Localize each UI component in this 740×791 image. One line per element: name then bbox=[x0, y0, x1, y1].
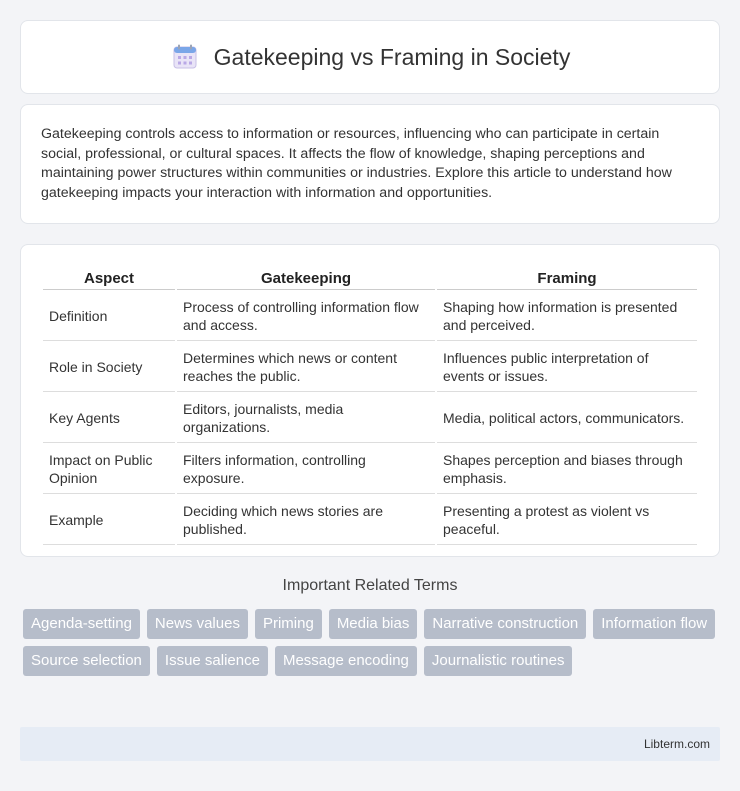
calendar-icon bbox=[170, 42, 200, 72]
related-terms-title: Important Related Terms bbox=[282, 577, 458, 594]
intro-card bbox=[20, 104, 720, 224]
title-wrap bbox=[170, 42, 571, 72]
tag-news-values[interactable]: News values bbox=[147, 609, 248, 639]
page-title: Gatekeeping vs Framing in Society bbox=[213, 43, 571, 70]
cell-gatekeeping: Filters information, controlling exposure. bbox=[177, 445, 435, 494]
cell-framing: Influences public interpretation of events or issues. bbox=[437, 343, 697, 392]
comparison-table bbox=[41, 265, 699, 547]
table-header-row bbox=[43, 267, 697, 290]
tag-issue-salience[interactable]: Issue salience bbox=[157, 646, 268, 676]
tag-message-encoding[interactable]: Message encoding bbox=[275, 646, 417, 676]
cell-aspect: Definition bbox=[43, 292, 175, 341]
cell-gatekeeping: Deciding which news stories are published. bbox=[177, 496, 435, 545]
table-row bbox=[43, 445, 697, 494]
cell-aspect: Role in Society bbox=[43, 343, 175, 392]
cell-framing: Shapes perception and biases through emphasis. bbox=[437, 445, 697, 494]
cell-gatekeeping: Editors, journalists, media organizations. bbox=[177, 394, 435, 443]
tag-journalistic-routines[interactable]: Journalistic routines bbox=[424, 646, 573, 676]
footer bbox=[20, 727, 720, 761]
tag-information-flow[interactable]: Information flow bbox=[593, 609, 715, 639]
table-row bbox=[43, 292, 697, 341]
table-row bbox=[43, 343, 697, 392]
tag-agenda-setting[interactable]: Agenda-setting bbox=[23, 609, 140, 639]
footer-brand-link[interactable]: Libterm.com bbox=[643, 737, 710, 751]
intro-paragraph: Gatekeeping controls access to information or resources, influencing who can participate in certain social, professional, or cultural spaces. It affects the flow of knowledge, shaping perceptions and maintaining power structures within communities or industries. Explore this article to understand how gatekeeping impacts your interaction with information and opportunities. bbox=[41, 126, 672, 201]
tag-narrative-construction[interactable]: Narrative construction bbox=[424, 609, 586, 639]
cell-gatekeeping: Process of controlling information flow and access. bbox=[177, 292, 435, 341]
cell-aspect: Example bbox=[43, 496, 175, 545]
cell-aspect: Key Agents bbox=[43, 394, 175, 443]
cell-framing: Media, political actors, communicators. bbox=[437, 394, 697, 443]
cell-gatekeeping: Determines which news or content reaches the public. bbox=[177, 343, 435, 392]
tag-media-bias[interactable]: Media bias bbox=[329, 609, 418, 639]
header-framing: Framing bbox=[437, 267, 697, 290]
tag-priming[interactable]: Priming bbox=[255, 609, 322, 639]
related-terms-list bbox=[23, 609, 723, 676]
cell-aspect: Impact on Public Opinion bbox=[43, 445, 175, 494]
cell-framing: Presenting a protest as violent vs peaceful. bbox=[437, 496, 697, 545]
cell-framing: Shaping how information is presented and perceived. bbox=[437, 292, 697, 341]
header-gatekeeping: Gatekeeping bbox=[177, 267, 435, 290]
header-aspect: Aspect bbox=[43, 267, 175, 290]
comparison-card bbox=[20, 244, 720, 557]
title-card bbox=[20, 20, 720, 94]
table-row bbox=[43, 496, 697, 545]
tag-source-selection[interactable]: Source selection bbox=[23, 646, 150, 676]
table-row bbox=[43, 394, 697, 443]
